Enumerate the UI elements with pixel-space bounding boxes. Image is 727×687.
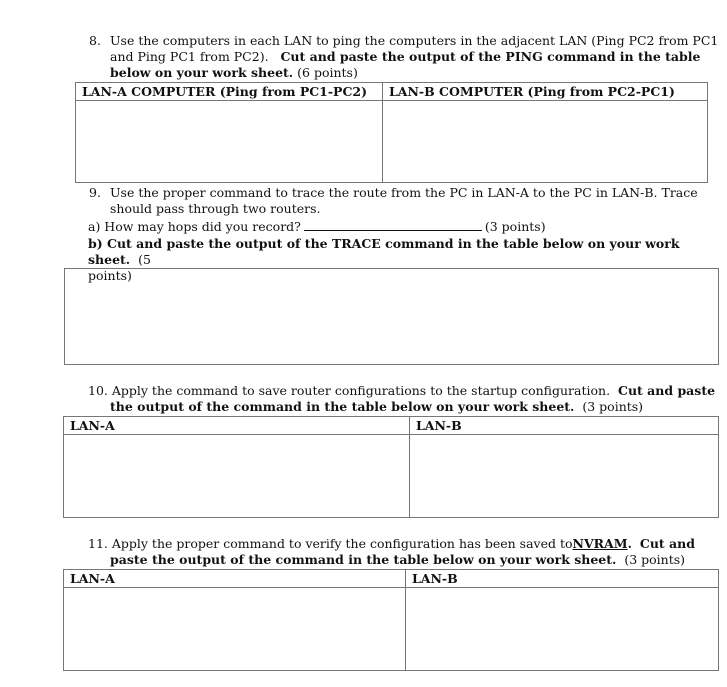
q10-answer-cell-lan-a[interactable] [64, 435, 410, 518]
q11-nvram: NVRAM [572, 536, 628, 551]
q11-answer-cell-lan-a[interactable] [64, 588, 406, 671]
q8-answer-table [75, 82, 708, 183]
q9-hops-answer-blank[interactable] [304, 219, 482, 231]
q9-line1: Use the proper command to trace the route from the PC in LAN-A to the PC in LAN-B. Trace [110, 185, 698, 200]
q8-answer-cell-lan-b[interactable] [383, 101, 708, 183]
q9-part-b-points1: (5 [138, 252, 151, 267]
q9-line2: should pass through two routers. [110, 201, 321, 216]
q8-line1: Use the computers in each LAN to ping the computers in the adjacent LAN (Ping PC2 from PC1 [110, 33, 719, 48]
q10-line2-bold: the output of the command in the table below on your work sheet. [110, 399, 575, 414]
q8-header-lan-a: LAN-A COMPUTER (Ping from PC1-PC2) [76, 83, 383, 101]
q11-text: 11. Apply the proper command to verify the configuration has been saved toNVRAM. Cut and paste the output of the command in the table below on your work sheet. (3 points) [88, 536, 695, 567]
q8-text [110, 33, 718, 81]
q11-header-lan-b: LAN-B [406, 570, 719, 588]
q11-line1-bold: Cut and [639, 536, 695, 551]
q11-answer-cell-lan-b[interactable] [406, 588, 719, 671]
q8-number: 8. [89, 33, 101, 48]
q9-part-a [88, 219, 546, 235]
q8-line2-plain: and Ping PC1 from PC2). [110, 49, 269, 64]
q11-header-lan-a: LAN-A [64, 570, 406, 588]
q9-part-a-points: (3 points) [484, 219, 546, 234]
q9-text [110, 185, 698, 217]
q11-line1-plain: 11. Apply the proper command to verify the configuration has been saved to [88, 536, 573, 551]
q10-text [88, 383, 715, 415]
q10-header-lan-b: LAN-B [410, 417, 719, 435]
q9-part-b-points2: points) [88, 268, 132, 283]
q10-answer-cell-lan-b[interactable] [410, 435, 719, 518]
q9-part-b-bold: b) Cut and paste the output of the TRACE command in the table below on your work sheet. [88, 236, 680, 267]
q11-line2-bold: paste the output of the command in the table below on your work sheet. [110, 552, 617, 567]
q10-points: (3 points) [582, 399, 644, 414]
q8-line2-bold: Cut and paste the output of the PING command in the table [280, 49, 701, 64]
q8-line2 [110, 49, 718, 65]
q10-line1-bold: Cut and paste [618, 383, 716, 398]
q8-line3-bold: below on your work sheet. [110, 65, 294, 80]
q10-line1-plain: 10. Apply the command to save router configurations to the startup configuration. [88, 383, 611, 398]
q9-number: 9. [89, 185, 101, 200]
q11-answer-table [63, 569, 719, 671]
q11-points: (3 points) [624, 552, 686, 567]
q10-answer-table [63, 416, 719, 518]
q9-part-a-text: a) How may hops did you record? [88, 219, 301, 234]
q8-header-lan-b: LAN-B COMPUTER (Ping from PC2-PC1) [383, 83, 708, 101]
q8-line3 [110, 65, 718, 81]
q10-header-lan-a: LAN-A [64, 417, 410, 435]
q8-points: (6 points) [297, 65, 358, 80]
q9-trace-output-box[interactable] [64, 268, 719, 365]
q8-answer-cell-lan-a[interactable] [76, 101, 383, 183]
